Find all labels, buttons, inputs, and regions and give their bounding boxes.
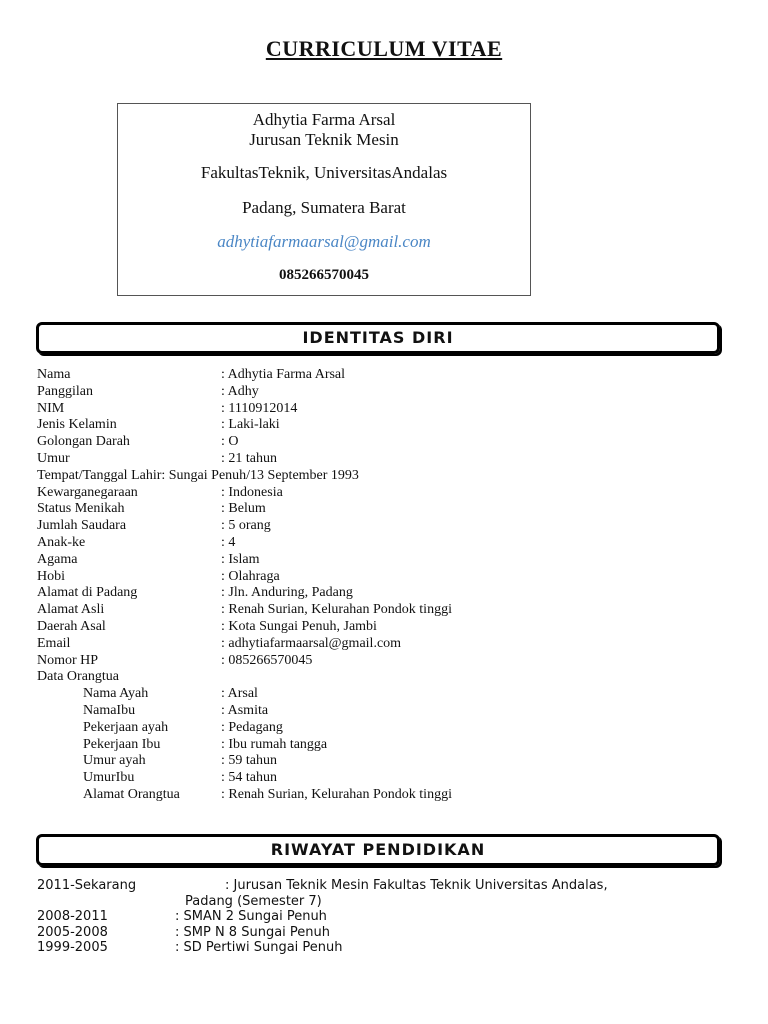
identity-row (37, 669, 737, 686)
header-email[interactable]: adhytiafarmaarsal@gmail.com (217, 232, 431, 251)
identity-label: NIM (37, 400, 65, 416)
identity-label: Umur ayah (83, 753, 146, 769)
identity-row (37, 485, 737, 502)
identity-label: Agama (37, 551, 78, 567)
identity-row (37, 384, 737, 401)
identity-label: Panggilan (37, 383, 93, 399)
identity-label: Tempat/Tanggal Lahir: Sungai Penuh/13 September 1993 (37, 467, 359, 483)
identity-row (37, 518, 737, 535)
identity-label: Alamat Asli (37, 602, 105, 618)
identity-row (37, 417, 737, 434)
identity-row (37, 569, 737, 586)
identity-value: : Islam (221, 551, 260, 567)
identity-row (37, 552, 737, 569)
education-row (37, 925, 737, 941)
identity-value: : Arsal (221, 686, 258, 702)
identity-row (37, 468, 737, 485)
identity-label: Alamat di Padang (37, 585, 138, 601)
identity-row (37, 434, 737, 451)
identity-label: UmurIbu (83, 770, 135, 786)
identity-value: : Olahraga (221, 568, 280, 584)
identity-value: : Kota Sungai Penuh, Jambi (221, 618, 377, 634)
identity-row (37, 653, 737, 670)
identity-value: : Pedagang (221, 719, 283, 735)
identity-value: : Renah Surian, Kelurahan Pondok tinggi (221, 786, 452, 802)
identity-value: : Ibu rumah tangga (221, 736, 328, 752)
identity-row (37, 636, 737, 653)
identity-label: Nama Ayah (83, 686, 149, 702)
identity-row (37, 770, 737, 787)
identity-label: Hobi (37, 568, 65, 584)
identity-label: Nama (37, 367, 71, 382)
education-years: 2008-2011 (37, 909, 108, 924)
education-detail: : SMP N 8 Sungai Penuh (175, 924, 330, 940)
identity-label: Anak-ke (37, 534, 86, 550)
education-detail-continued: Padang (Semester 7) (185, 893, 322, 909)
identity-value: : 5 orang (221, 518, 271, 534)
education-years: 2011-Sekarang (37, 878, 137, 893)
identity-label: Jumlah Saudara (37, 518, 127, 534)
identity-value: : Belum (221, 501, 266, 517)
identity-label: Pekerjaan Ibu (83, 736, 161, 752)
header-name: Adhytia Farma Arsal (252, 110, 396, 129)
identity-row (37, 686, 737, 703)
identity-label: Daerah Asal (37, 618, 106, 634)
education-row (37, 878, 737, 894)
identity-row (37, 787, 737, 804)
section-riwayat-pendidikan: RIWAYAT PENDIDIKAN (36, 834, 720, 866)
identity-row (37, 737, 737, 754)
section-identitas-diri: IDENTITAS DIRI (36, 322, 720, 354)
identity-value: : 59 tahun (221, 753, 277, 769)
header-phone: 085266570045 (279, 267, 369, 283)
identity-row (37, 401, 737, 418)
education-detail: : SD Pertiwi Sungai Penuh (175, 940, 343, 955)
education-list (37, 878, 737, 956)
identity-row (37, 535, 737, 552)
identity-label: Data Orangtua (37, 669, 120, 685)
header-department: Jurusan Teknik Mesin (249, 130, 399, 149)
identity-label: Email (37, 635, 71, 651)
identity-label: NamaIbu (83, 702, 136, 718)
identity-row (37, 619, 737, 636)
identity-label: Umur (37, 450, 70, 466)
education-row (37, 940, 737, 956)
identity-value: : 1110912014 (221, 400, 298, 416)
identity-value: : 085266570045 (221, 652, 313, 668)
identity-label: Jenis Kelamin (37, 417, 117, 433)
identity-row (37, 367, 737, 384)
identity-value: : Asmita (221, 702, 269, 718)
identity-row (37, 602, 737, 619)
identity-label: Nomor HP (37, 652, 99, 668)
contact-card (117, 103, 531, 296)
identity-value: : Adhytia Farma Arsal (221, 367, 346, 382)
identity-row (37, 585, 737, 602)
identity-row (37, 501, 737, 518)
identity-label: Kewarganegaraan (37, 484, 138, 500)
identity-label: Status Menikah (37, 501, 125, 517)
identity-row (37, 451, 737, 468)
identity-row (37, 720, 737, 737)
education-years: 1999-2005 (37, 940, 108, 955)
header-city: Padang, Sumatera Barat (242, 198, 406, 217)
identity-value: : Laki-laki (221, 417, 280, 433)
identity-value: : Adhy (221, 383, 259, 399)
identity-row (37, 753, 737, 770)
header-faculty: FakultasTeknik, UniversitasAndalas (200, 163, 448, 182)
document-title: CURRICULUM VITAE (265, 36, 503, 61)
identity-label: Pekerjaan ayah (83, 719, 169, 735)
identity-value: : 54 tahun (221, 770, 277, 786)
identity-value: : adhytiafarmaarsal@gmail.com (221, 635, 402, 651)
identity-value: : Indonesia (221, 484, 283, 500)
education-detail: : SMAN 2 Sungai Penuh (175, 909, 327, 924)
identity-row (37, 703, 737, 720)
identity-value: : Jln. Anduring, Padang (221, 585, 353, 601)
identity-value: : 21 tahun (221, 450, 277, 466)
identity-value: : O (221, 434, 239, 450)
identity-label: Alamat Orangtua (83, 786, 180, 802)
identity-value: : 4 (221, 534, 236, 550)
education-years: 2005-2008 (37, 924, 108, 940)
identity-value: : Renah Surian, Kelurahan Pondok tinggi (221, 602, 452, 618)
education-row (37, 909, 737, 925)
education-detail: : Jurusan Teknik Mesin Fakultas Teknik Universitas Andalas, (225, 878, 608, 893)
identity-list (37, 367, 737, 804)
identity-label: Golongan Darah (37, 434, 130, 450)
